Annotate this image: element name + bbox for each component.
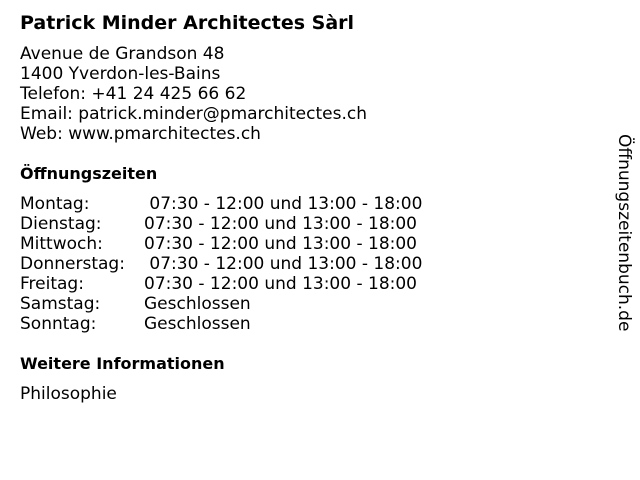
opening-hours-heading: Öffnungszeiten (20, 164, 158, 183)
day-label: Dienstag: (20, 214, 102, 234)
hours-row-tuesday (20, 214, 422, 234)
website-link[interactable]: Web: www.pmarchitectes.ch (20, 124, 261, 144)
street-address: Avenue de Grandson 48 (20, 44, 225, 64)
hours-value: Geschlossen (144, 314, 251, 334)
hours-row-monday (20, 194, 422, 214)
hours-value: 07:30 - 12:00 und 13:00 - 18:00 (144, 234, 417, 254)
day-label: Montag: (20, 194, 90, 214)
opening-hours-table (20, 194, 422, 334)
day-label: Samstag: (20, 294, 101, 314)
hours-row-sunday (20, 314, 422, 334)
more-info-heading: Weitere Informationen (20, 354, 225, 373)
contact-block (20, 44, 367, 144)
hours-row-thursday (20, 254, 422, 274)
hours-row-friday (20, 274, 422, 294)
company-name: Patrick Minder Architectes Sàrl (20, 12, 355, 34)
hours-value: Geschlossen (144, 294, 251, 314)
hours-row-saturday (20, 294, 422, 314)
day-label: Freitag: (20, 274, 84, 294)
hours-value: 07:30 - 12:00 und 13:00 - 18:00 (144, 194, 423, 214)
hours-row-wednesday (20, 234, 422, 254)
city-address: 1400 Yverdon-les-Bains (20, 64, 221, 84)
site-watermark: Öffnungszeitenbuch.de (614, 134, 634, 332)
philosophy-link[interactable]: Philosophie (20, 384, 117, 404)
hours-value: 07:30 - 12:00 und 13:00 - 18:00 (144, 214, 417, 234)
phone-number[interactable]: Telefon: +41 24 425 66 62 (20, 84, 247, 104)
day-label: Mittwoch: (20, 234, 103, 254)
hours-value: 07:30 - 12:00 und 13:00 - 18:00 (144, 274, 417, 294)
hours-value: 07:30 - 12:00 und 13:00 - 18:00 (144, 254, 423, 274)
day-label: Donnerstag: (20, 254, 125, 274)
email-address[interactable]: Email: patrick.minder@pmarchitectes.ch (20, 104, 367, 124)
day-label: Sonntag: (20, 314, 97, 334)
